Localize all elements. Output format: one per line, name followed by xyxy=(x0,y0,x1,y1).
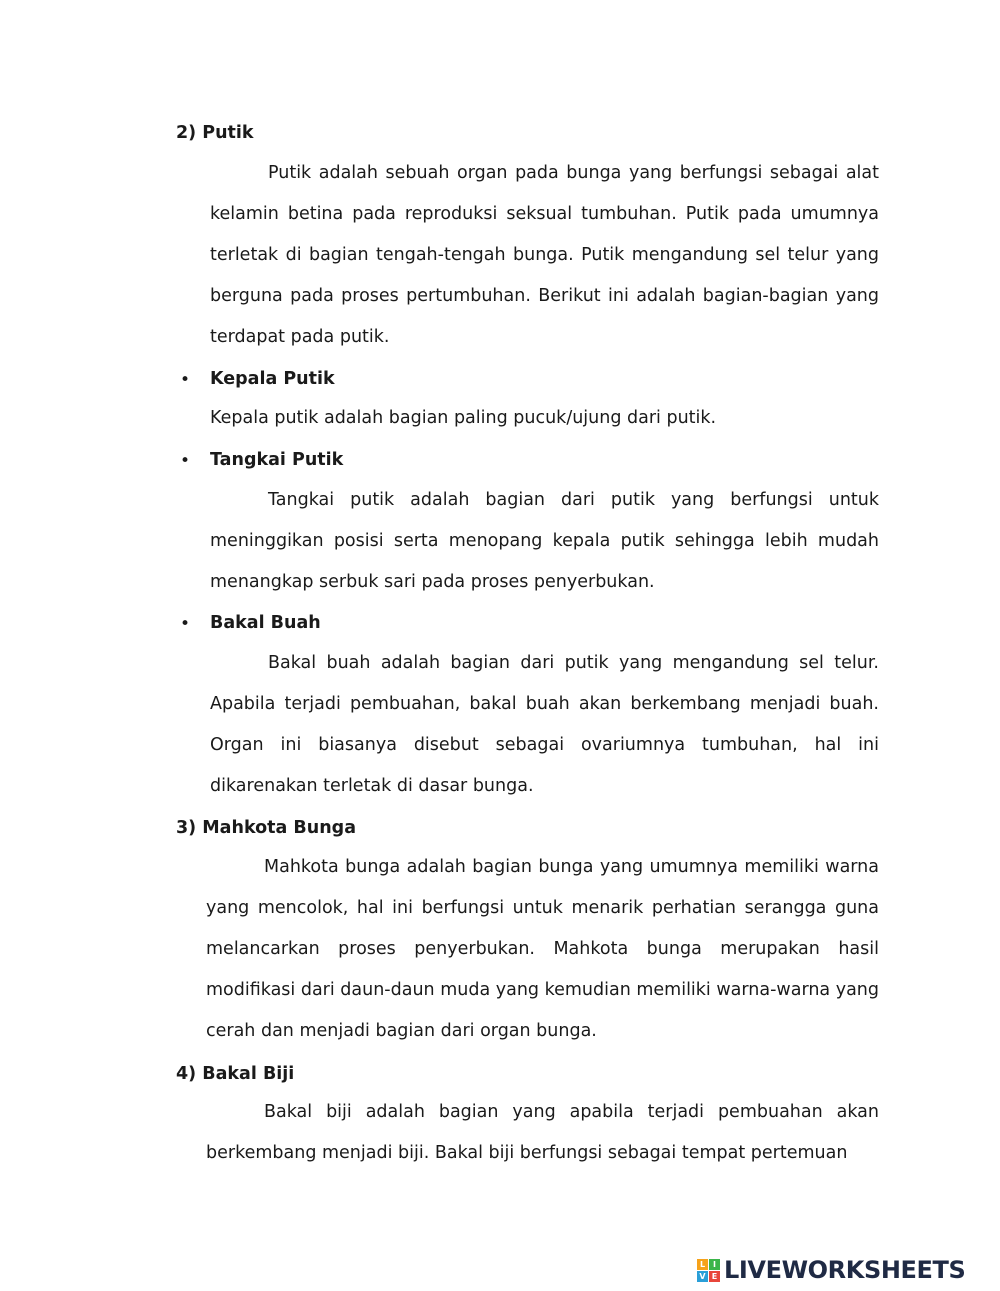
section-heading-putik: 2) Putik xyxy=(176,123,254,143)
subheading-tangkai-putik: Tangkai Putik xyxy=(210,450,344,470)
tangkai-putik-paragraph: Tangkai putik adalah bagian dari putik yang berfungsi untuk meninggikan posisi serta menopang kepala putik sehingga lebih mudah menangkap serbuk sari pada proses penyerbukan. xyxy=(210,490,879,592)
section-heading-bakal-biji: 4) Bakal Biji xyxy=(176,1064,295,1084)
bullet-kepala-putik: • xyxy=(180,370,191,390)
liveworksheets-logo-icon: L I V E xyxy=(697,1259,720,1282)
bakal-biji-paragraph: Bakal biji adalah bagian yang apabila terjadi pembuahan akan berkembang menjadi biji. Bakal biji berfungsi sebagai tempat pertemuan xyxy=(206,1102,879,1163)
kepala-putik-paragraph: Kepala putik adalah bagian paling pucuk/ujung dari putik. xyxy=(210,408,717,428)
bullet-bakal-buah: • xyxy=(180,614,191,634)
subheading-kepala-putik: Kepala Putik xyxy=(210,369,335,389)
bakal-buah-paragraph: Bakal buah adalah bagian dari putik yang mengandung sel telur. Apabila terjadi pembuahan, bakal buah akan berkembang menjadi buah. Organ ini biasanya disebut sebagai ovariumnya tumbuhan, hal ini dikarenakan terletak di dasar bunga. xyxy=(210,653,879,796)
liveworksheets-logo-text: LIVEWORKSHEETS xyxy=(724,1256,966,1284)
putik-intro-paragraph: Putik adalah sebuah organ pada bunga yang berfungsi sebagai alat kelamin betina pada reproduksi seksual tumbuhan. Putik pada umumnya terletak di bagian tengah-tengah bunga. Putik mengandung sel telur yang berguna pada proses pertumbuhan. Berikut ini adalah bagian-bagian yang terdapat pada putik. xyxy=(210,163,879,347)
section-heading-mahkota: 3) Mahkota Bunga xyxy=(176,818,356,838)
mahkota-paragraph: Mahkota bunga adalah bagian bunga yang umumnya memiliki warna yang mencolok, hal ini berfungsi untuk menarik perhatian serangga guna melancarkan proses penyerbukan. Mahkota bunga merupakan hasil modifikasi dari daun-daun muda yang kemudian memiliki warna-warna yang cerah dan menjadi bagian dari organ bunga. xyxy=(206,857,879,1041)
bullet-tangkai-putik: • xyxy=(180,451,191,471)
liveworksheets-logo xyxy=(697,1255,965,1285)
subheading-bakal-buah: Bakal Buah xyxy=(210,613,321,633)
